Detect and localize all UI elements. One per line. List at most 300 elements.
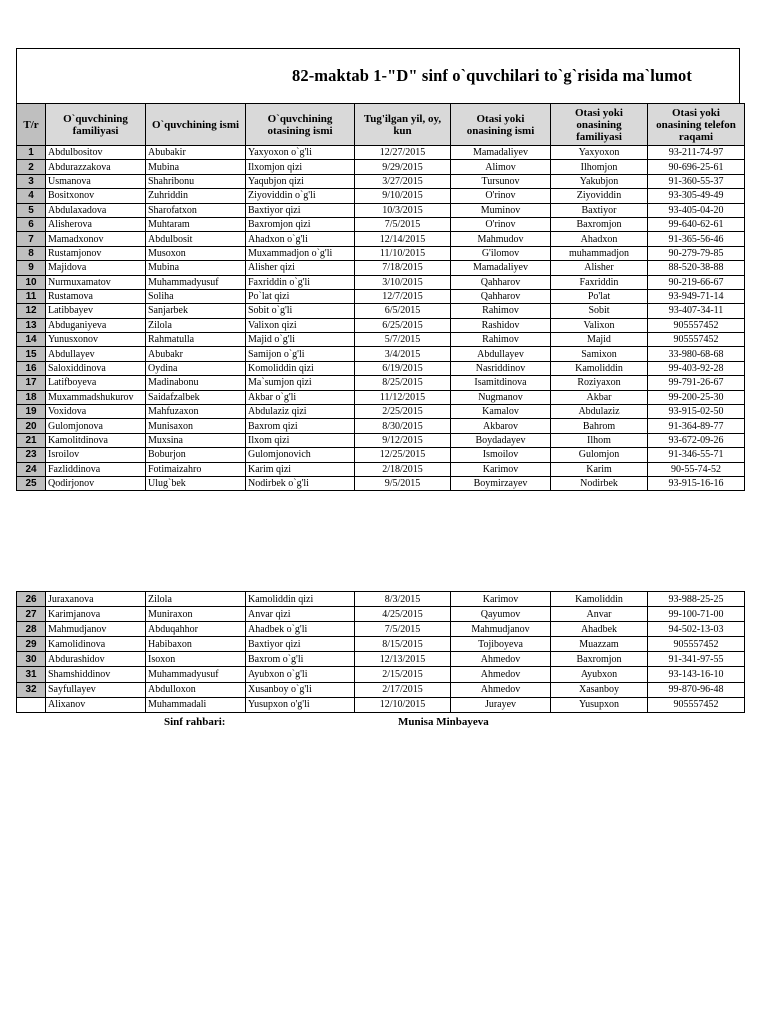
table-row <box>17 419 745 433</box>
row-number-cell: 23 <box>17 448 46 462</box>
row-number-cell: 17 <box>17 376 46 390</box>
parent-surname-cell: Anvar <box>551 607 648 622</box>
father-name-cell: Baxromjon qizi <box>246 217 355 231</box>
birth-date-cell: 7/5/2015 <box>355 622 451 637</box>
father-name-cell: Po`lat qizi <box>246 289 355 303</box>
row-number-cell: 6 <box>17 217 46 231</box>
student-surname-cell: Latibbayev <box>46 304 146 318</box>
row-number-cell: 29 <box>17 637 46 652</box>
student-name-cell: Isoxon <box>146 652 246 667</box>
parent-phone-cell: 99-870-96-48 <box>648 682 745 697</box>
parent-surname-cell: Majid <box>551 333 648 347</box>
student-name-cell: Ulug`bek <box>146 476 246 490</box>
father-name-cell: Ahadbek o`g'li <box>246 622 355 637</box>
parent-name-cell: Rahimov <box>451 333 551 347</box>
parent-surname-cell: Po'lat <box>551 289 648 303</box>
birth-date-cell: 12/27/2015 <box>355 146 451 160</box>
parent-surname-cell: Yakubjon <box>551 174 648 188</box>
birth-date-cell: 4/25/2015 <box>355 607 451 622</box>
birth-date-cell: 11/12/2015 <box>355 390 451 404</box>
student-name-cell: Muhtaram <box>146 217 246 231</box>
table-row <box>17 217 745 231</box>
student-name-cell: Muxsina <box>146 433 246 447</box>
student-surname-cell: Rustamova <box>46 289 146 303</box>
header-cell-number: T/r <box>17 104 46 146</box>
student-surname-cell: Muxammadshukurov <box>46 390 146 404</box>
parent-phone-cell: 91-365-56-46 <box>648 232 745 246</box>
birth-date-cell: 12/7/2015 <box>355 289 451 303</box>
row-number-cell: 7 <box>17 232 46 246</box>
parent-surname-cell: Nodirbek <box>551 476 648 490</box>
table-row <box>17 261 745 275</box>
parent-phone-cell: 905557452 <box>648 637 745 652</box>
father-name-cell: Akbar o`g'li <box>246 390 355 404</box>
parent-name-cell: Akbarov <box>451 419 551 433</box>
father-name-cell: Majid o`g'li <box>246 333 355 347</box>
parent-name-cell: Abdullayev <box>451 347 551 361</box>
parent-phone-cell: 93-143-16-10 <box>648 667 745 682</box>
parent-phone-cell: 93-915-16-16 <box>648 476 745 490</box>
table-row <box>17 304 745 318</box>
table-row <box>17 682 745 697</box>
parent-phone-cell: 90-55-74-52 <box>648 462 745 476</box>
table-row <box>17 318 745 332</box>
header-cell-parent-phone: Otasi yoki onasining telefon raqami <box>648 104 745 146</box>
birth-date-cell: 2/17/2015 <box>355 682 451 697</box>
student-surname-cell: Juraxanova <box>46 592 146 607</box>
parent-surname-cell: Karim <box>551 462 648 476</box>
parent-surname-cell: Ahadxon <box>551 232 648 246</box>
students-table-continued <box>16 591 745 713</box>
parent-phone-cell: 93-988-25-25 <box>648 592 745 607</box>
father-name-cell: Ilxomjon qizi <box>246 160 355 174</box>
parent-name-cell: Rashidov <box>451 318 551 332</box>
students-table <box>16 103 745 491</box>
parent-name-cell: Qayumov <box>451 607 551 622</box>
parent-name-cell: Ismoilov <box>451 448 551 462</box>
row-number-cell: 1 <box>17 146 46 160</box>
student-name-cell: Madinabonu <box>146 376 246 390</box>
parent-name-cell: Jurayev <box>451 697 551 712</box>
parent-phone-cell: 91-360-55-37 <box>648 174 745 188</box>
birth-date-cell: 8/3/2015 <box>355 592 451 607</box>
parent-name-cell: Boymirzayev <box>451 476 551 490</box>
row-number-cell: 25 <box>17 476 46 490</box>
header-row <box>17 104 745 146</box>
birth-date-cell: 12/10/2015 <box>355 697 451 712</box>
parent-surname-cell: Sobit <box>551 304 648 318</box>
student-name-cell: Abdulloxon <box>146 682 246 697</box>
parent-phone-cell: 99-640-62-61 <box>648 217 745 231</box>
birth-date-cell: 2/25/2015 <box>355 405 451 419</box>
row-number-cell: 4 <box>17 189 46 203</box>
student-name-cell: Abubakr <box>146 347 246 361</box>
student-name-cell: Habibaxon <box>146 637 246 652</box>
birth-date-cell: 9/29/2015 <box>355 160 451 174</box>
student-name-cell: Muhammadyusuf <box>146 667 246 682</box>
father-name-cell: Gulomjonovich <box>246 448 355 462</box>
header-cell-name: O`quvchining ismi <box>146 104 246 146</box>
student-name-cell: Zuhriddin <box>146 189 246 203</box>
parent-name-cell: Qahharov <box>451 275 551 289</box>
father-name-cell: Yusupxon o'g'li <box>246 697 355 712</box>
table-row <box>17 189 745 203</box>
parent-phone-cell: 91-346-55-71 <box>648 448 745 462</box>
class-teacher-name: Munisa Minbayeva <box>398 716 489 728</box>
student-name-cell: Fotimaizahro <box>146 462 246 476</box>
father-name-cell: Muxammadjon o`g'li <box>246 246 355 260</box>
parent-surname-cell: Ahadbek <box>551 622 648 637</box>
birth-date-cell: 9/12/2015 <box>355 433 451 447</box>
title-box <box>16 48 740 103</box>
row-number-cell: 31 <box>17 667 46 682</box>
table-row <box>17 667 745 682</box>
parent-name-cell: Tursunov <box>451 174 551 188</box>
header-cell-parent-surname: Otasi yoki onasining familiyasi <box>551 104 648 146</box>
student-surname-cell: Bositxonov <box>46 189 146 203</box>
father-name-cell: Kamoliddin qizi <box>246 592 355 607</box>
header-cell-parent-name: Otasi yoki onasining ismi <box>451 104 551 146</box>
table-row <box>17 637 745 652</box>
birth-date-cell: 6/19/2015 <box>355 361 451 375</box>
parent-name-cell: Qahharov <box>451 289 551 303</box>
parent-name-cell: Isamitdinova <box>451 376 551 390</box>
birth-date-cell: 2/15/2015 <box>355 667 451 682</box>
father-name-cell: Baxrom o`g'li <box>246 652 355 667</box>
student-name-cell: Mubina <box>146 261 246 275</box>
birth-date-cell: 3/27/2015 <box>355 174 451 188</box>
father-name-cell: Xusanboy o`g'li <box>246 682 355 697</box>
student-surname-cell: Latifboyeva <box>46 376 146 390</box>
student-name-cell: Rahmatulla <box>146 333 246 347</box>
father-name-cell: Sobit o`g'li <box>246 304 355 318</box>
parent-surname-cell: Yusupxon <box>551 697 648 712</box>
father-name-cell: Ma`sumjon qizi <box>246 376 355 390</box>
student-name-cell: Musoxon <box>146 246 246 260</box>
birth-date-cell: 5/7/2015 <box>355 333 451 347</box>
parent-name-cell: Mamadaliyev <box>451 146 551 160</box>
student-surname-cell: Alixanov <box>46 697 146 712</box>
table-row <box>17 622 745 637</box>
father-name-cell: Faxriddin o`g'li <box>246 275 355 289</box>
parent-name-cell: Nugmanov <box>451 390 551 404</box>
parent-phone-cell: 90-696-25-61 <box>648 160 745 174</box>
birth-date-cell: 11/10/2015 <box>355 246 451 260</box>
father-name-cell: Karim qizi <box>246 462 355 476</box>
student-name-cell: Soliha <box>146 289 246 303</box>
row-number-cell: 28 <box>17 622 46 637</box>
parent-name-cell: Nasriddinov <box>451 361 551 375</box>
father-name-cell: Ahadxon o`g'li <box>246 232 355 246</box>
students-table-body <box>17 146 745 491</box>
birth-date-cell: 9/5/2015 <box>355 476 451 490</box>
parent-name-cell: Muminov <box>451 203 551 217</box>
student-surname-cell: Abduganiyeva <box>46 318 146 332</box>
parent-phone-cell: 90-279-79-85 <box>648 246 745 260</box>
parent-name-cell: Alimov <box>451 160 551 174</box>
parent-name-cell: O'rinov <box>451 217 551 231</box>
table-row <box>17 232 745 246</box>
student-name-cell: Muhammadali <box>146 697 246 712</box>
father-name-cell: Komoliddin qizi <box>246 361 355 375</box>
student-surname-cell: Qodirjonov <box>46 476 146 490</box>
table-row <box>17 592 745 607</box>
birth-date-cell: 12/13/2015 <box>355 652 451 667</box>
student-name-cell: Muniraxon <box>146 607 246 622</box>
parent-surname-cell: Alisher <box>551 261 648 275</box>
table-row <box>17 246 745 260</box>
student-name-cell: Abubakir <box>146 146 246 160</box>
father-name-cell: Baxtiyor qizi <box>246 637 355 652</box>
row-number-cell: 20 <box>17 419 46 433</box>
student-name-cell: Munisaxon <box>146 419 246 433</box>
parent-name-cell: Ahmedov <box>451 652 551 667</box>
parent-name-cell: Kamalov <box>451 405 551 419</box>
row-number-cell: 30 <box>17 652 46 667</box>
student-name-cell: Oydina <box>146 361 246 375</box>
parent-name-cell: Rahimov <box>451 304 551 318</box>
parent-surname-cell: Roziyaxon <box>551 376 648 390</box>
parent-surname-cell: Ilhom <box>551 433 648 447</box>
parent-name-cell: Mahmudov <box>451 232 551 246</box>
father-name-cell: Ayubxon o`g'li <box>246 667 355 682</box>
parent-name-cell: Ahmedov <box>451 667 551 682</box>
parent-phone-cell: 99-200-25-30 <box>648 390 745 404</box>
parent-phone-cell: 91-364-89-77 <box>648 419 745 433</box>
student-name-cell: Zilola <box>146 592 246 607</box>
student-surname-cell: Abdulbositov <box>46 146 146 160</box>
row-number-cell: 18 <box>17 390 46 404</box>
parent-phone-cell: 91-341-97-55 <box>648 652 745 667</box>
row-number-cell: 19 <box>17 405 46 419</box>
parent-surname-cell: Yaxyoxon <box>551 146 648 160</box>
student-name-cell: Abduqahhor <box>146 622 246 637</box>
student-surname-cell: Isroilov <box>46 448 146 462</box>
row-number-cell: 8 <box>17 246 46 260</box>
father-name-cell: Abdulaziz qizi <box>246 405 355 419</box>
parent-name-cell: Karimov <box>451 462 551 476</box>
parent-name-cell: Ahmedov <box>451 682 551 697</box>
parent-phone-cell: 88-520-38-88 <box>648 261 745 275</box>
father-name-cell: Valixon qizi <box>246 318 355 332</box>
students-table-continued-body <box>17 592 745 713</box>
header-cell-birthdate: Tug'ilgan yil, oy, kun <box>355 104 451 146</box>
table-row <box>17 448 745 462</box>
parent-surname-cell: Baxtiyor <box>551 203 648 217</box>
parent-phone-cell: 905557452 <box>648 333 745 347</box>
table-row <box>17 289 745 303</box>
class-teacher-label: Sinf rahbari: <box>164 716 226 728</box>
parent-phone-cell: 93-405-04-20 <box>648 203 745 217</box>
student-surname-cell: Karimjanova <box>46 607 146 622</box>
table-row <box>17 347 745 361</box>
parent-surname-cell: Abdulaziz <box>551 405 648 419</box>
student-name-cell: Shahribonu <box>146 174 246 188</box>
parent-surname-cell: Xasanboy <box>551 682 648 697</box>
row-number-cell: 27 <box>17 607 46 622</box>
row-number-cell: 21 <box>17 433 46 447</box>
parent-surname-cell: Faxriddin <box>551 275 648 289</box>
parent-surname-cell: Valixon <box>551 318 648 332</box>
student-surname-cell: Abdurazzakova <box>46 160 146 174</box>
birth-date-cell: 6/5/2015 <box>355 304 451 318</box>
row-number-cell: 11 <box>17 289 46 303</box>
parent-phone-cell: 90-219-66-67 <box>648 275 745 289</box>
student-name-cell: Sharofatxon <box>146 203 246 217</box>
table-row <box>17 361 745 375</box>
parent-phone-cell: 93-305-49-49 <box>648 189 745 203</box>
parent-surname-cell: Ayubxon <box>551 667 648 682</box>
student-surname-cell: Yunusxonov <box>46 333 146 347</box>
table-row <box>17 405 745 419</box>
row-number-cell: 16 <box>17 361 46 375</box>
row-number-cell: 14 <box>17 333 46 347</box>
row-number-cell: 5 <box>17 203 46 217</box>
row-number-cell: 32 <box>17 682 46 697</box>
student-surname-cell: Usmanova <box>46 174 146 188</box>
parent-surname-cell: Kamoliddin <box>551 361 648 375</box>
father-name-cell: Alisher qizi <box>246 261 355 275</box>
table-row <box>17 160 745 174</box>
birth-date-cell: 12/14/2015 <box>355 232 451 246</box>
parent-surname-cell: Ziyoviddin <box>551 189 648 203</box>
table-row <box>17 174 745 188</box>
birth-date-cell: 7/18/2015 <box>355 261 451 275</box>
parent-name-cell: Tojiboyeva <box>451 637 551 652</box>
student-surname-cell: Abdullayev <box>46 347 146 361</box>
parent-phone-cell: 99-403-92-28 <box>648 361 745 375</box>
row-number-cell: 12 <box>17 304 46 318</box>
parent-name-cell: O'rinov <box>451 189 551 203</box>
student-name-cell: Saidafzalbek <box>146 390 246 404</box>
father-name-cell: Anvar qizi <box>246 607 355 622</box>
table-row <box>17 652 745 667</box>
student-surname-cell: Kamolidinova <box>46 637 146 652</box>
row-number-cell: 3 <box>17 174 46 188</box>
student-surname-cell: Voxidova <box>46 405 146 419</box>
row-number-cell: 2 <box>17 160 46 174</box>
table-row <box>17 476 745 490</box>
parent-name-cell: Karimov <box>451 592 551 607</box>
parent-surname-cell: Gulomjon <box>551 448 648 462</box>
student-surname-cell: Saloxiddinova <box>46 361 146 375</box>
student-name-cell: Boburjon <box>146 448 246 462</box>
father-name-cell: Nodirbek o`g'li <box>246 476 355 490</box>
table-row <box>17 146 745 160</box>
table-row <box>17 607 745 622</box>
student-name-cell: Muhammadyusuf <box>146 275 246 289</box>
parent-name-cell: Mamadaliyev <box>451 261 551 275</box>
table-row <box>17 203 745 217</box>
father-name-cell: Ziyoviddin o`g'li <box>246 189 355 203</box>
row-number-cell <box>17 697 46 712</box>
father-name-cell: Ilxom qizi <box>246 433 355 447</box>
parent-phone-cell: 93-407-34-11 <box>648 304 745 318</box>
student-surname-cell: Mamadxonov <box>46 232 146 246</box>
row-number-cell: 13 <box>17 318 46 332</box>
table-row <box>17 333 745 347</box>
student-surname-cell: Kamolitdinova <box>46 433 146 447</box>
parent-surname-cell: Baxromjon <box>551 217 648 231</box>
row-number-cell: 15 <box>17 347 46 361</box>
parent-phone-cell: 93-949-71-14 <box>648 289 745 303</box>
birth-date-cell: 8/25/2015 <box>355 376 451 390</box>
parent-phone-cell: 905557452 <box>648 318 745 332</box>
student-surname-cell: Alisherova <box>46 217 146 231</box>
student-surname-cell: Sayfullayev <box>46 682 146 697</box>
row-number-cell: 26 <box>17 592 46 607</box>
parent-surname-cell: Muazzam <box>551 637 648 652</box>
student-name-cell: Mubina <box>146 160 246 174</box>
student-surname-cell: Gulomjonova <box>46 419 146 433</box>
student-surname-cell: Fazliddinova <box>46 462 146 476</box>
row-number-cell: 9 <box>17 261 46 275</box>
student-surname-cell: Nurmuxamatov <box>46 275 146 289</box>
parent-phone-cell: 99-791-26-67 <box>648 376 745 390</box>
parent-surname-cell: Ilhomjon <box>551 160 648 174</box>
parent-phone-cell: 33-980-68-68 <box>648 347 745 361</box>
birth-date-cell: 2/18/2015 <box>355 462 451 476</box>
student-name-cell: Sanjarbek <box>146 304 246 318</box>
parent-phone-cell: 93-672-09-26 <box>648 433 745 447</box>
parent-surname-cell: Bahrom <box>551 419 648 433</box>
student-name-cell: Zilola <box>146 318 246 332</box>
table-row <box>17 433 745 447</box>
parent-name-cell: G'ilomov <box>451 246 551 260</box>
student-surname-cell: Majidova <box>46 261 146 275</box>
table-row <box>17 376 745 390</box>
birth-date-cell: 7/5/2015 <box>355 217 451 231</box>
header-cell-patronymic: O`quvchining otasining ismi <box>246 104 355 146</box>
parent-phone-cell: 93-915-02-50 <box>648 405 745 419</box>
birth-date-cell: 3/4/2015 <box>355 347 451 361</box>
parent-phone-cell: 99-100-71-00 <box>648 607 745 622</box>
student-surname-cell: Abdulaxadova <box>46 203 146 217</box>
parent-name-cell: Boydadayev <box>451 433 551 447</box>
student-surname-cell: Abdurashidov <box>46 652 146 667</box>
father-name-cell: Samijon o`g'li <box>246 347 355 361</box>
row-number-cell: 10 <box>17 275 46 289</box>
student-name-cell: Mahfuzaxon <box>146 405 246 419</box>
birth-date-cell: 8/30/2015 <box>355 419 451 433</box>
father-name-cell: Baxtiyor qizi <box>246 203 355 217</box>
parent-surname-cell: muhammadjon <box>551 246 648 260</box>
student-name-cell: Abdulbosit <box>146 232 246 246</box>
header-cell-surname: O`quvchining familiyasi <box>46 104 146 146</box>
student-surname-cell: Mahmudjanov <box>46 622 146 637</box>
parent-phone-cell: 94-502-13-03 <box>648 622 745 637</box>
parent-surname-cell: Samixon <box>551 347 648 361</box>
parent-phone-cell: 905557452 <box>648 697 745 712</box>
row-number-cell: 24 <box>17 462 46 476</box>
parent-phone-cell: 93-211-74-97 <box>648 146 745 160</box>
father-name-cell: Yaqubjon qizi <box>246 174 355 188</box>
birth-date-cell: 9/10/2015 <box>355 189 451 203</box>
table-row <box>17 697 745 712</box>
father-name-cell: Baxrom qizi <box>246 419 355 433</box>
parent-surname-cell: Baxromjon <box>551 652 648 667</box>
table-row <box>17 275 745 289</box>
birth-date-cell: 10/3/2015 <box>355 203 451 217</box>
student-surname-cell: Shamshiddinov <box>46 667 146 682</box>
birth-date-cell: 3/10/2015 <box>355 275 451 289</box>
parent-surname-cell: Kamoliddin <box>551 592 648 607</box>
birth-date-cell: 12/25/2015 <box>355 448 451 462</box>
page-title: 82-maktab 1-"D" sinf o`quvchilari to`g`risida ma`lumot <box>292 66 693 85</box>
birth-date-cell: 8/15/2015 <box>355 637 451 652</box>
student-surname-cell: Rustamjonov <box>46 246 146 260</box>
parent-surname-cell: Akbar <box>551 390 648 404</box>
